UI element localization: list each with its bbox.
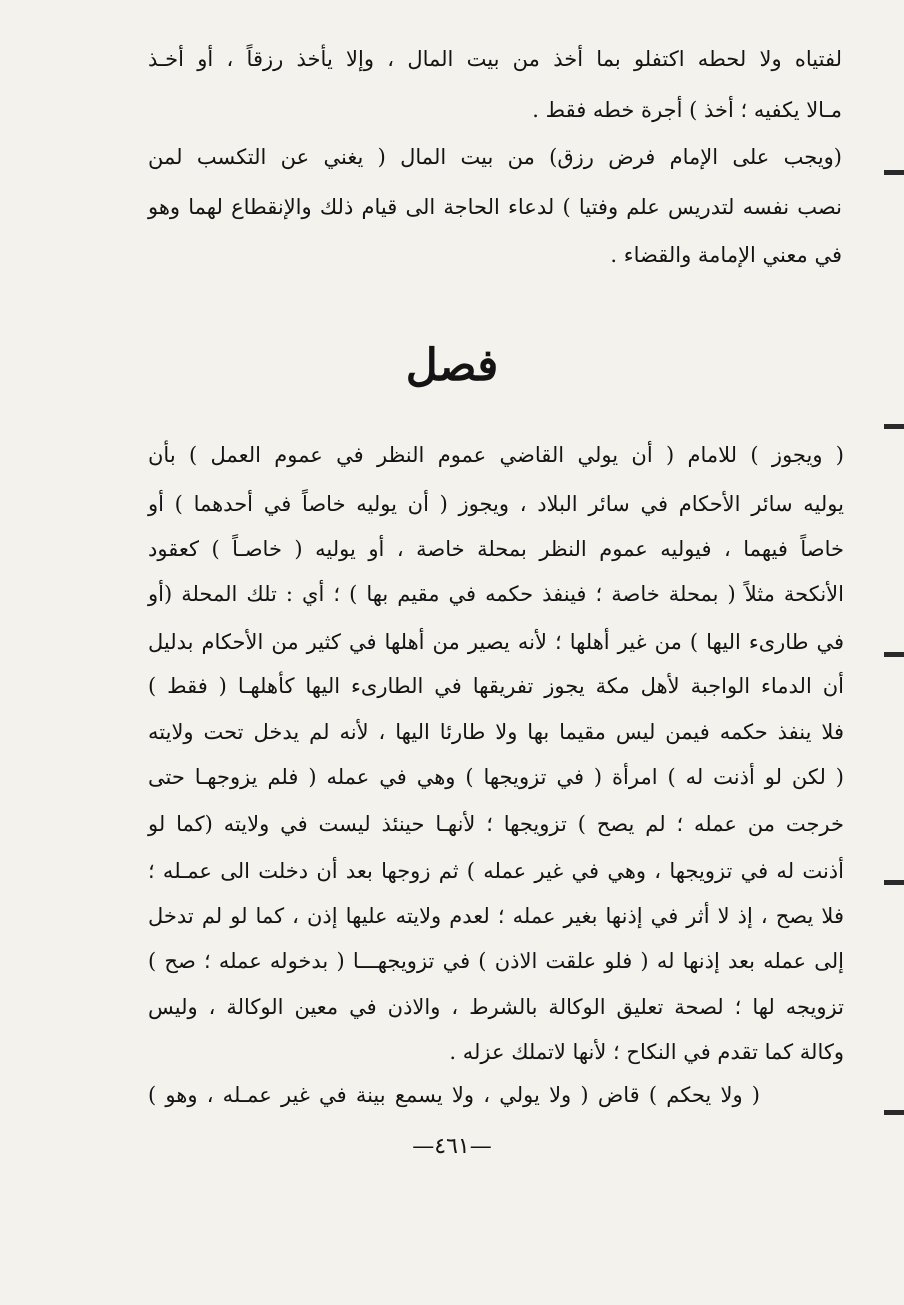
margin-mark [884, 424, 904, 429]
margin-mark [884, 880, 904, 885]
text-line: ( ولا يحكم ) قاض ( ولا يولي ، ولا يسمع بينة في غير عمـله ، وهو ) [148, 1083, 760, 1107]
margin-mark [884, 170, 904, 175]
section-title: فصل [405, 340, 499, 391]
text-line: مـالا يكفيه ؛ أخذ ) أجرة خطه فقط . [532, 98, 842, 122]
page-number: —٤٦١— [412, 1134, 492, 1159]
text-line: فلا ينفذ حكمه فيمن ليس مقيما بها ولا طارئا اليها ، لأنه لم يدخل تحت ولايته [148, 720, 844, 744]
text-line: أن الدماء الواجبة لأهل مكة يجوز تفريقها في الطارىء اليها كأهلهـا ( فقط ) [148, 674, 844, 698]
text-line: خاصاً فيهما ، فيوليه عموم النظر بمحلة خاصة ، أو يوليه ( خاصـاً ) كعقود [148, 537, 844, 561]
text-line: إلى عمله بعد إذنها له ( فلو علقت الاذن ) في تزويجهـــا ( بدخوله عمله ؛ صح ) [148, 949, 844, 973]
text-line: في طارىء اليها ) من غير أهلها ؛ لأنه يصير من أهلها في كثير من الأحكام بدليل [148, 630, 844, 654]
margin-mark [884, 1110, 904, 1115]
text-line: أذنت له في تزويجها ، وهي في غير عمله ) ثم زوجها بعد أن دخلت الى عمـله ؛ [148, 859, 844, 883]
text-line: تزويجه لها ؛ لصحة تعليق الوكالة بالشرط ، والاذن في معين الوكالة ، وليس [148, 995, 844, 1019]
text-line: يوليه سائر الأحكام في سائر البلاد ، ويجوز ( أن يوليه خاصاً في أحدهما ) أو [148, 492, 844, 516]
text-line: نصب نفسه لتدريس علم وفتيا ) لدعاء الحاجة الى قيام ذلك والإنقطاع لهما وهو [148, 195, 842, 219]
text-line: ( لكن لو أذنت له ) امرأة ( في تزويجها ) وهي في عمله ( فلم يزوجهـا حتى [148, 765, 844, 789]
text-line: خرجت من عمله ؛ لم يصح ) تزويجها ؛ لأنهـا حينئذ ليست في ولايته (كما لو [148, 812, 844, 836]
text-line: لفتياه ولا لحطه اكتفلو بما أخذ من بيت المال ، وإلا يأخذ رزقاً ، أو أخـذ [148, 47, 842, 71]
text-line: ( ويجوز ) للامام ( أن يولي القاضي عموم النظر في عموم العمل ) بأن [148, 443, 844, 467]
margin-mark [884, 652, 904, 657]
text-line: الأنكحة مثلاً ( بمحلة خاصة ؛ فينفذ حكمه في مقيم بها ) ؛ أي : تلك المحلة (أو [148, 582, 844, 606]
text-line: (ويجب على الإمام فرض رزق) من بيت المال ( يغني عن التكسب لمن [148, 145, 842, 169]
text-line: فلا يصح ، إذ لا أثر في إذنها بغير عمله ؛ لعدم ولايته عليها إذن ، كما لو لم تدخل [148, 904, 844, 928]
text-line: وكالة كما تقدم في النكاح ؛ لأنها لاتملك عزله . [449, 1040, 844, 1064]
text-line: في معني الإمامة والقضاء . [610, 243, 842, 267]
